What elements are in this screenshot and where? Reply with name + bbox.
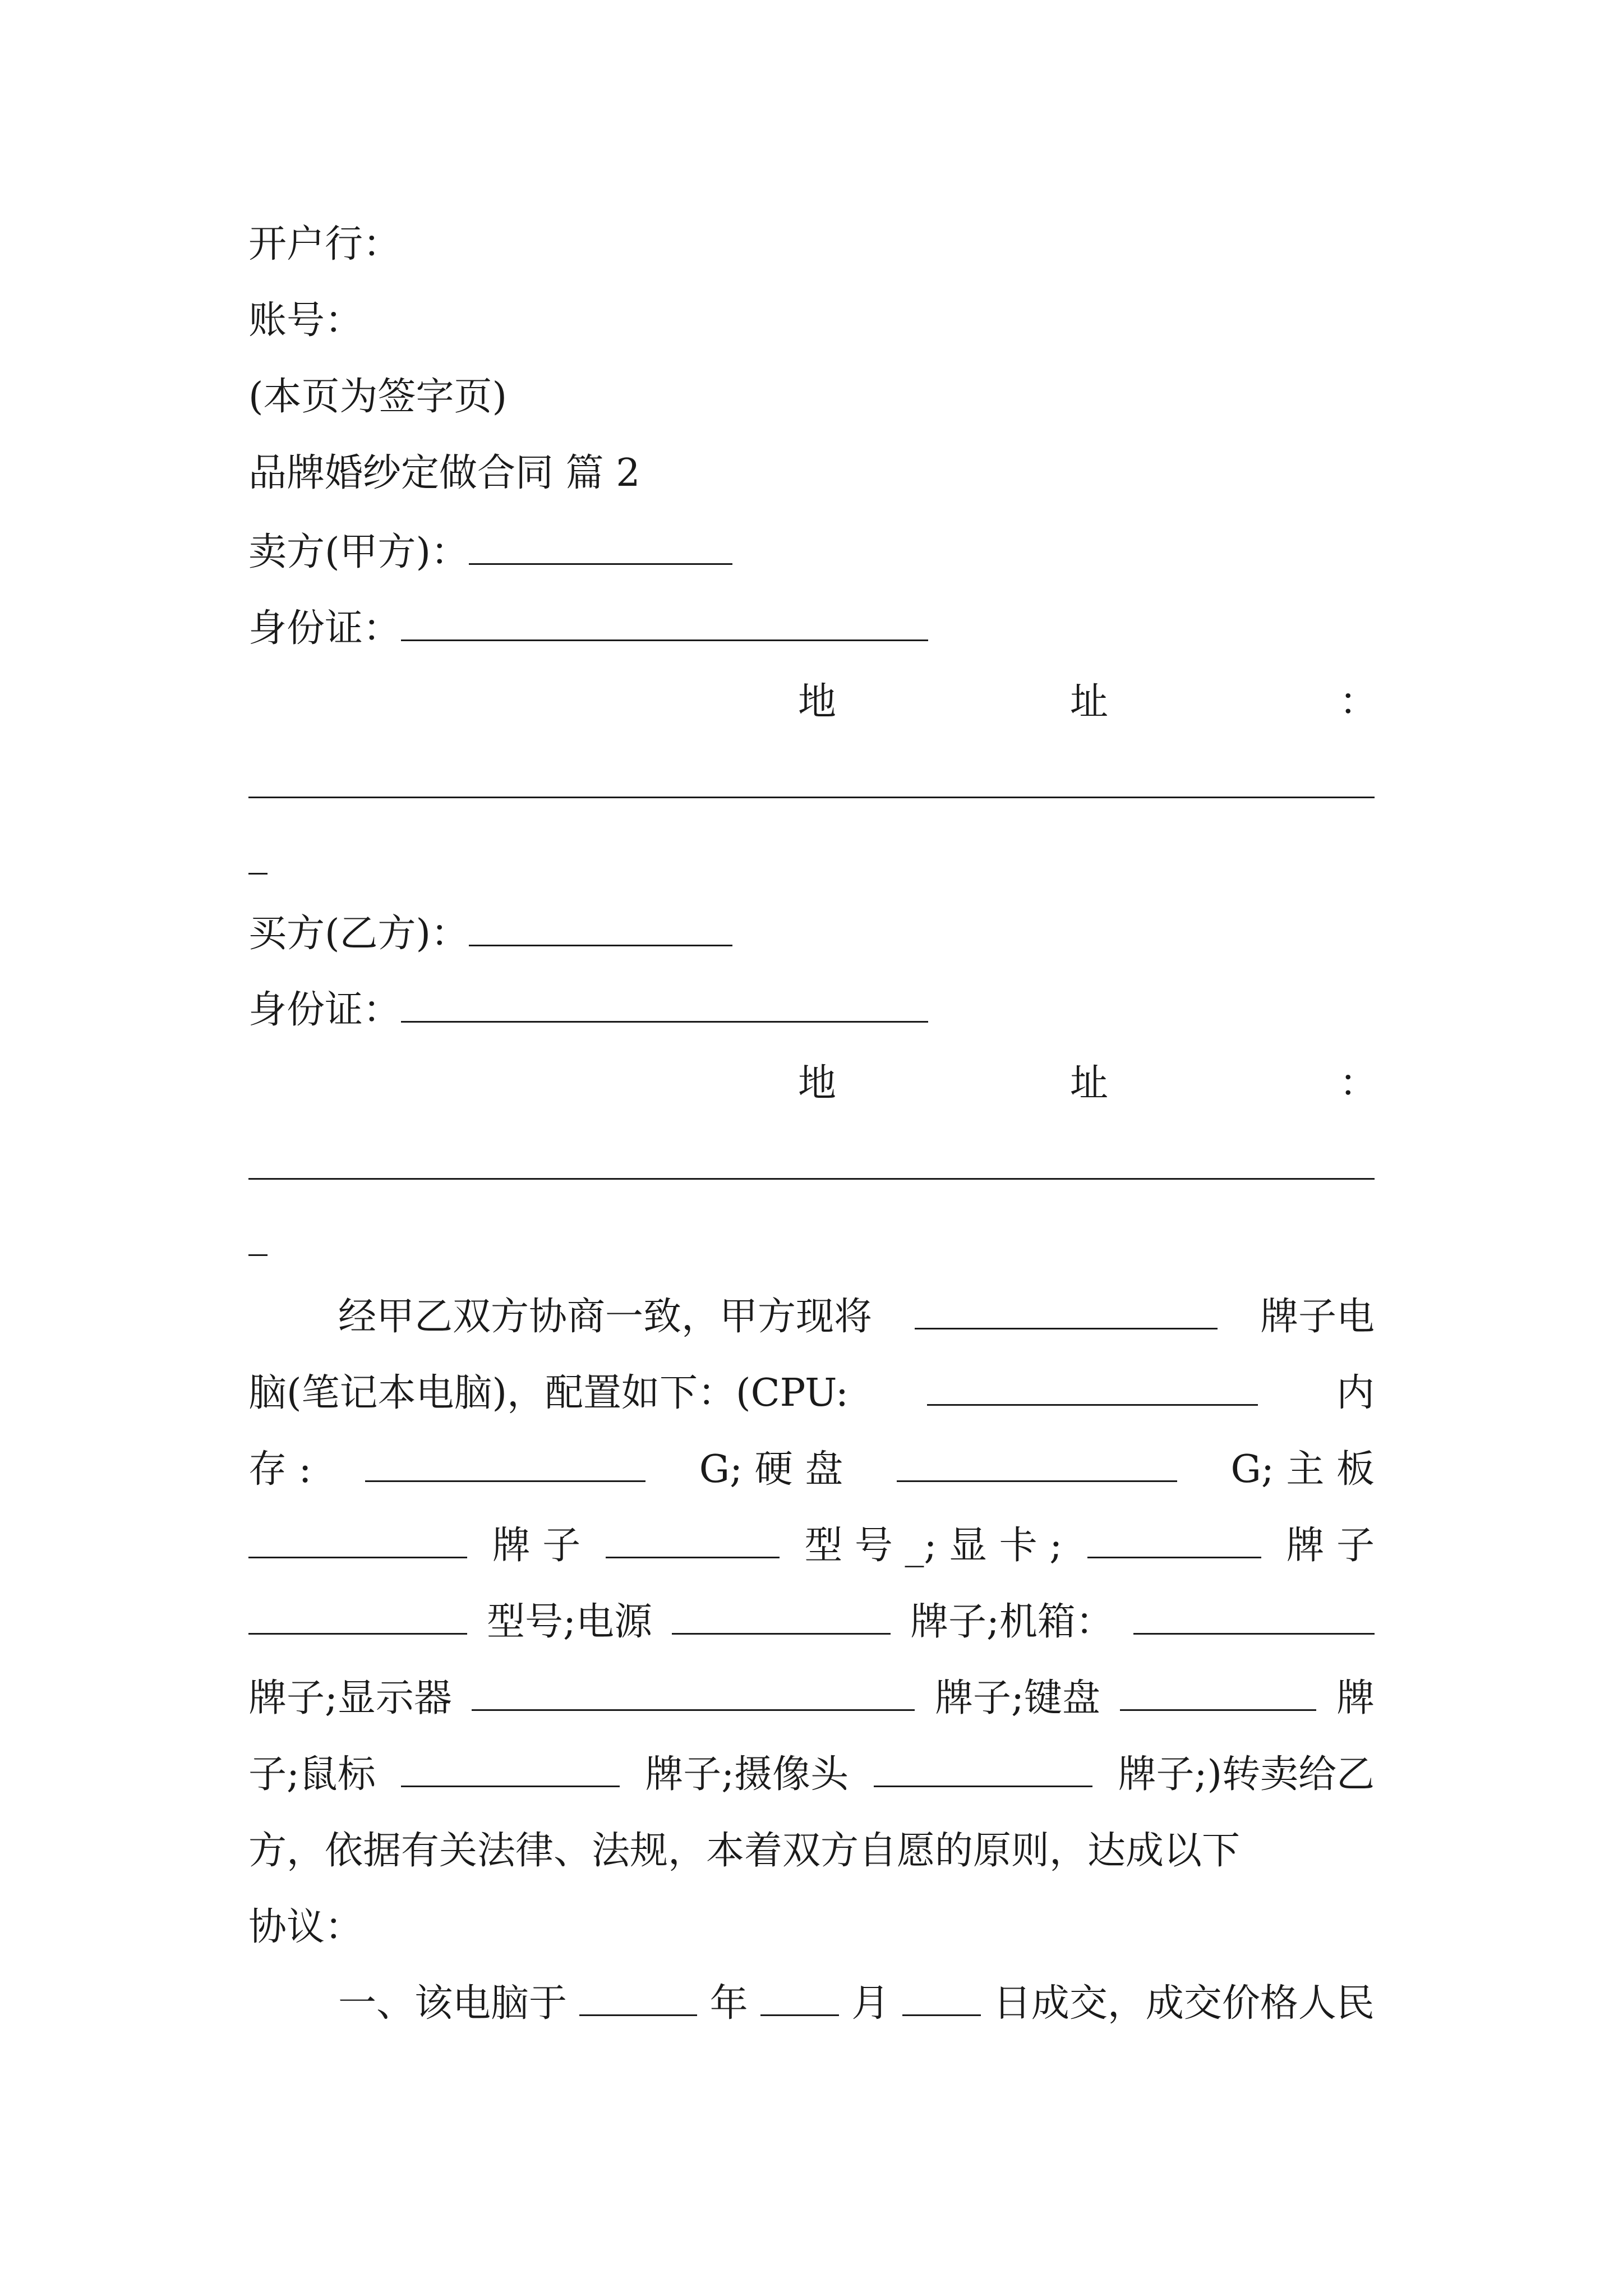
buyer-id-blank bbox=[401, 988, 928, 1023]
year-blank bbox=[579, 1982, 697, 2016]
paragraph-line: 型号;电源 牌子;机箱： bbox=[248, 1584, 1375, 1660]
seller-line bbox=[248, 531, 732, 572]
address-colon: ： bbox=[1339, 680, 1378, 724]
address-char-di: 地 bbox=[798, 1061, 837, 1106]
section-title: 品牌婚纱定做合同 篇 2 bbox=[248, 451, 640, 495]
memory-blank bbox=[365, 1448, 645, 1482]
board-brand-blank bbox=[248, 1524, 467, 1558]
account-line bbox=[248, 298, 363, 343]
gpu-model-blank bbox=[248, 1600, 467, 1635]
address-char-zhi: 址 bbox=[1070, 680, 1109, 724]
seller-blank bbox=[469, 531, 732, 565]
board-model-blank bbox=[606, 1524, 780, 1558]
disk-blank bbox=[897, 1448, 1177, 1482]
case-blank bbox=[1133, 1600, 1375, 1635]
bank-line bbox=[248, 222, 402, 266]
paragraph-line: 协议： bbox=[248, 1905, 363, 1949]
day-blank bbox=[902, 1982, 981, 2016]
paragraph-line: 一、该电脑于 年 月 日成交，成交价格人民 bbox=[338, 1981, 1375, 2026]
cpu-blank bbox=[927, 1372, 1258, 1406]
keyboard-blank bbox=[1120, 1677, 1316, 1711]
buyer-id-line bbox=[248, 988, 928, 1032]
buyer-label: 买方(乙方)： bbox=[248, 912, 469, 956]
paragraph-line: 脑(笔记本电脑)，配置如下：(CPU: 内 bbox=[248, 1371, 1375, 1415]
buyer-address-blank bbox=[248, 1178, 1375, 1180]
buyer-blank bbox=[469, 912, 732, 946]
account-label: 账号： bbox=[248, 298, 363, 343]
buyer-id-label: 身份证： bbox=[248, 988, 402, 1032]
paragraph-line: 牌 子 型 号 _; 显 卡 ; 牌 子 bbox=[248, 1508, 1375, 1584]
buyer-address-blank-tail bbox=[248, 1254, 268, 1256]
psu-blank bbox=[672, 1600, 891, 1635]
mouse-blank bbox=[401, 1753, 620, 1787]
camera-blank bbox=[874, 1753, 1092, 1787]
brand-blank bbox=[915, 1295, 1218, 1329]
seller-address-blank bbox=[248, 797, 1375, 798]
paragraph-line: 牌子;显示器 牌子;键盘 牌 bbox=[248, 1676, 1375, 1720]
seller-address-blank-tail bbox=[248, 873, 268, 875]
paragraph-line: 方，依据有关法律、法规，本着双方自愿的原则，达成以下 bbox=[248, 1829, 1241, 1873]
address-char-zhi: 址 bbox=[1070, 1061, 1109, 1106]
seller-id-blank bbox=[401, 607, 928, 641]
paragraph-line: 子;鼠标 牌子;摄像头 牌子;)转卖给乙 bbox=[248, 1752, 1375, 1797]
address-colon: ： bbox=[1339, 1061, 1378, 1106]
seller-label: 卖方(甲方)： bbox=[248, 530, 469, 574]
month-blank bbox=[760, 1982, 839, 2016]
address-char-di: 地 bbox=[798, 680, 837, 724]
buyer-line bbox=[248, 912, 732, 956]
gpu-brand-blank bbox=[1087, 1524, 1261, 1558]
monitor-blank bbox=[472, 1677, 915, 1711]
paragraph-line: 经甲乙双方协商一致，甲方现将 牌子电 bbox=[338, 1295, 1375, 1339]
bank-label: 开户行： bbox=[248, 222, 402, 266]
sign-page-note: (本页为签字页) bbox=[248, 375, 508, 419]
seller-id-line bbox=[248, 606, 928, 651]
agreement-paragraph bbox=[248, 1279, 1375, 2042]
paragraph-line: 存 : G; 硬 盘 G; 主 板 bbox=[248, 1447, 1375, 1492]
seller-id-label: 身份证： bbox=[248, 606, 402, 651]
